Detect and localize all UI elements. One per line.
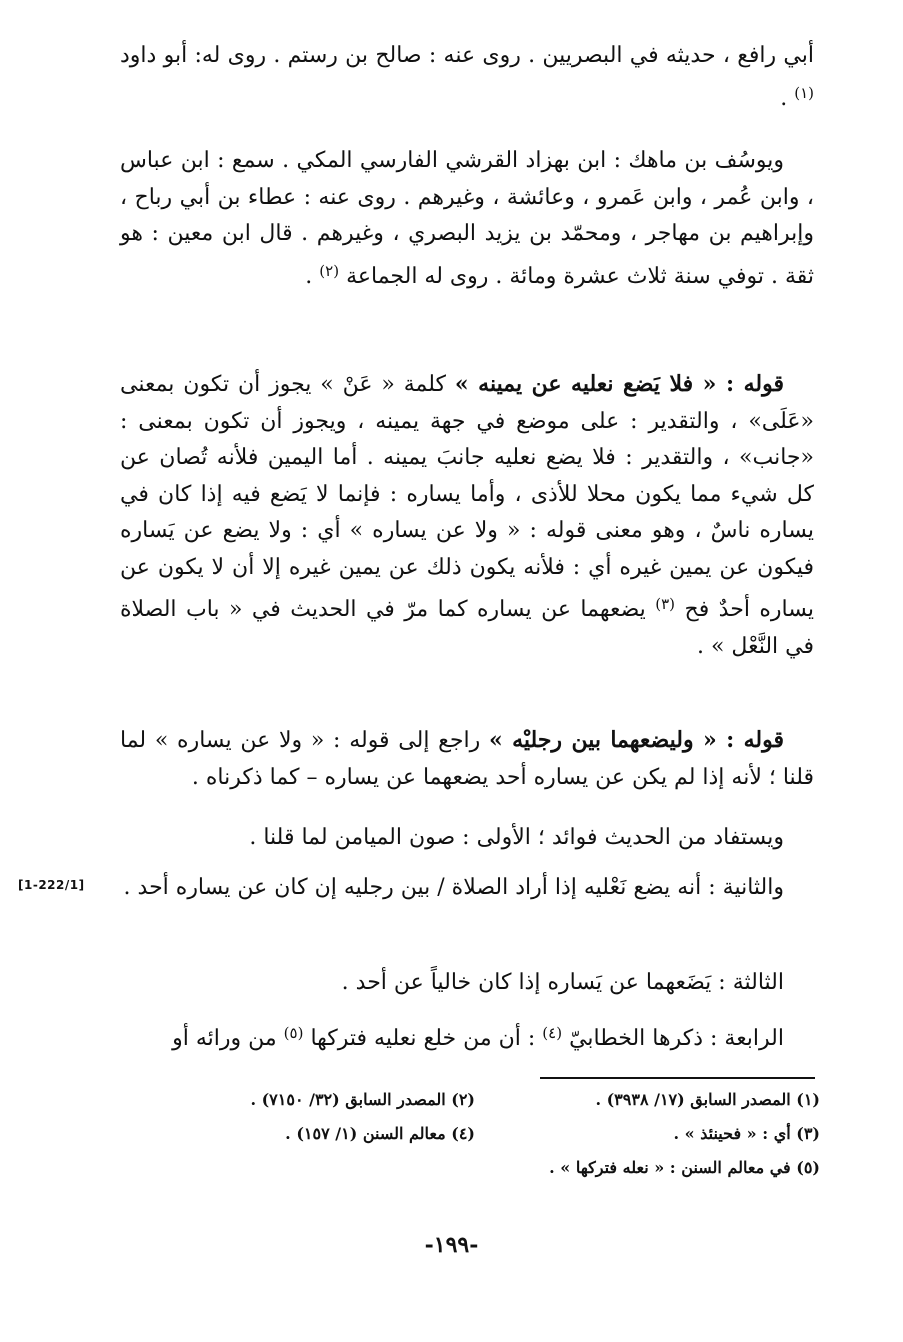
paragraph-8-text: الرابعة : ذكرها الخطابيّ <box>569 1026 784 1051</box>
paragraph-1-text: أبي رافع ، حديثه في البصريين . روى عنه : صالح بن رستم . روى له: أبو داود <box>120 43 814 68</box>
paragraph-2 <box>120 143 814 295</box>
footnote-ref-1: (١) <box>794 83 814 102</box>
paragraph-3-tail: يضعهما عن يساره كما مرّ في الحديث في « باب الصلاة في النَّعْل » . <box>120 597 814 659</box>
paragraph-5 <box>120 820 814 857</box>
footnote-ref-3: (٣) <box>655 595 676 613</box>
margin-manuscript-ref: [1-222/1] <box>18 878 85 892</box>
paragraph-8 <box>120 1015 814 1058</box>
footnote-ref-4: (٤) <box>542 1024 563 1042</box>
paragraph-4 <box>120 722 814 796</box>
paragraph-6 <box>120 870 814 907</box>
footnote-3: (٣) أي : « فحينئذ » . <box>673 1124 820 1143</box>
footnote-2: (٢) المصدر السابق (٣٢/ ٧١٥٠) . <box>250 1090 475 1109</box>
footnote-ref-5: (٥) <box>283 1024 304 1042</box>
paragraph-1 <box>120 38 814 117</box>
paragraph-3-lead: قوله : « فلا يَضع نعليه عن يمينه » <box>454 371 784 397</box>
paragraph-3-text: كلمة « عَنْ » يجوز أن تكون بمعنى «عَلَى» ، والتقدير : على موضع في جهة يمينه ، ويجوز أن تكون بمعنى : «جانب» ، والتقدير : فلا يضع نعليه جانبَ يمينه . أما اليمين فلأنه تُصان عن كل شيء مما يكون محلا للأذى ، وأما يساره : فإنما لا يَضع فيه إذا كان في يساره ناسٌ ، وهو معنى قوله : « ولا عن يساره » أي : ولا يضع عن يَساره فيكون عن يمين غيره أي : فلأنه يكون ذلك عن يمين غيره إلا أن لا يكون عن يساره أحدٌ فح <box>120 372 814 622</box>
footnote-row <box>150 1124 820 1158</box>
paragraph-4-text: راجع إلى قوله : « ولا عن يساره » لما قلنا ؛ لأنه إذا لم يكن عن يساره أحد يضعهما عن يساره – كما ذكرناه . <box>120 728 814 790</box>
footnote-5: (٥) في معالم السنن : « نعله فتركها » . <box>549 1158 820 1177</box>
footnote-row <box>150 1158 820 1192</box>
footnotes <box>150 1090 820 1192</box>
footnote-1: (١) المصدر السابق (١٧/ ٣٩٣٨) . <box>595 1090 820 1109</box>
paragraph-4-lead: قوله : « وليضعهما بين رجليْه » <box>488 727 784 753</box>
footnote-row <box>150 1090 820 1124</box>
paragraph-8-tail: من ورائه أو <box>172 1026 277 1051</box>
footnote-4: (٤) معالم السنن (١/ ١٥٧) . <box>285 1124 475 1143</box>
paragraph-7 <box>120 965 814 1002</box>
paragraph-2-tail: . <box>305 263 313 289</box>
paragraph-1-tail: . <box>780 85 788 111</box>
paragraph-8-text-2: : أن من خلع نعليه فتركها <box>310 1026 536 1051</box>
page-number: -١٩٩- <box>424 1232 479 1258</box>
paragraph-3 <box>120 366 814 665</box>
paragraph-5-text: ويستفاد من الحديث فوائد ؛ الأولى : صون الميامن لما قلنا . <box>249 825 784 850</box>
footnote-ref-2: (٢) <box>319 261 340 280</box>
paragraph-6-text: والثانية : أنه يضع نَعْليه إذا أراد الصلاة / بين رجليه إن كان عن يساره أحد . <box>123 875 784 900</box>
paragraph-7-text: الثالثة : يَضَعهما عن يَساره إذا كان خالياً عن أحد . <box>341 970 784 995</box>
paragraph-2-text: ويوسُف بن ماهك : ابن بهزاد القرشي الفارسي المكي . سمع : ابن عباس ، وابن عُمر ، وابن عَمرو ، وعائشة ، وغيرهم . روى عنه : عطاء بن أبي رباح ، وإبراهيم بن مهاجر ، ومحمّد بن يزيد البصري ، وغيرهم . قال ابن معين : هو ثقة . توفي سنة ثلاث عشرة ومائة . روى له الجماعة <box>120 148 814 289</box>
footnote-divider <box>540 1077 815 1079</box>
